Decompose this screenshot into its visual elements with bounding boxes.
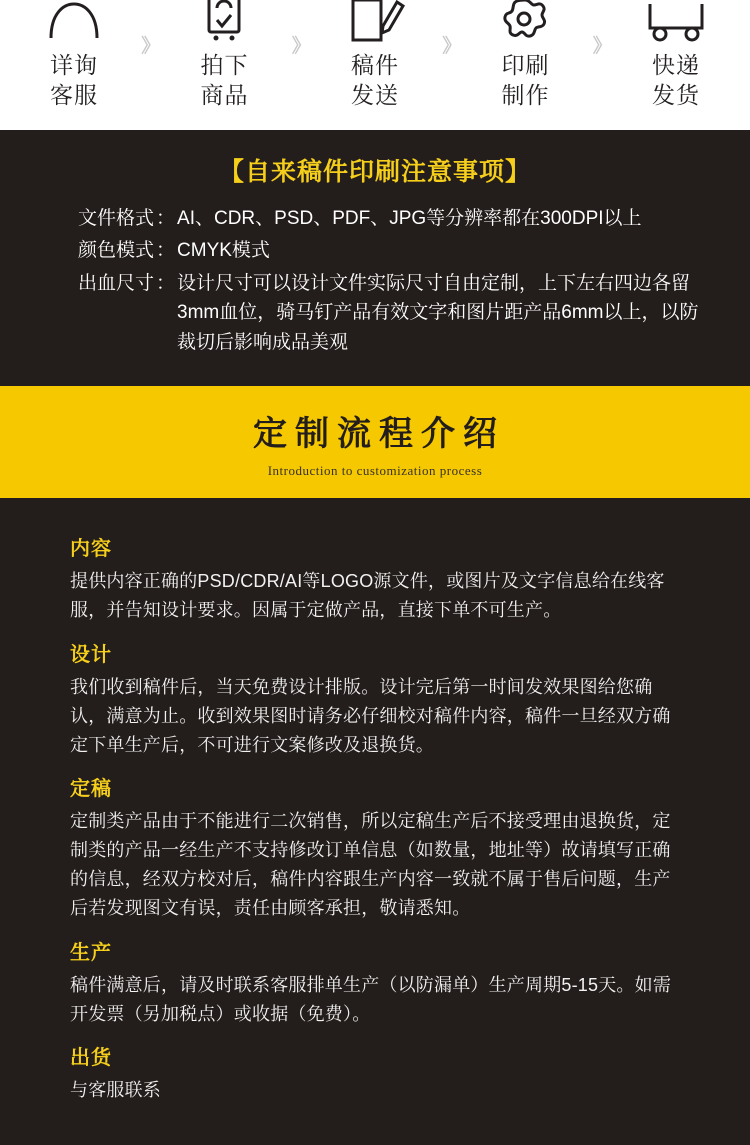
- notice-row-separator: ：: [156, 208, 176, 229]
- notice-row-value: 设计尺寸可以设计文件实际尺寸自由定制，上下左右四边各留3mm血位，骑马钉产品有效文字和图片距产品6mm以上，以防裁切后影响成品美观: [177, 272, 699, 353]
- step-arrow-3: 》: [442, 35, 459, 57]
- notice-row: [78, 204, 710, 233]
- notice-row-separator: ：: [156, 272, 176, 294]
- customization-process-banner: [0, 386, 750, 498]
- step-item-4: [469, 0, 581, 111]
- step-item-5: [620, 0, 732, 111]
- pen-document-icon: [345, 0, 405, 42]
- step-label-line2: 发货: [651, 82, 700, 109]
- step-arrow-1: 》: [141, 35, 158, 57]
- section-heading-finalize: 定稿: [70, 777, 112, 800]
- headset-icon: [44, 0, 104, 42]
- step-label-line2: 商品: [200, 82, 249, 109]
- step-label-3: [351, 50, 399, 111]
- notice-row-key: 文件格式: [78, 208, 155, 229]
- section-heading-production: 生产: [70, 941, 112, 964]
- step-label-line2: 制作: [501, 82, 550, 109]
- step-label-2: [200, 50, 248, 111]
- step-label-5: [652, 50, 700, 111]
- step-label-4: [501, 50, 549, 111]
- notice-row: [78, 269, 710, 357]
- notice-row-separator: ：: [156, 240, 176, 262]
- step-arrow-4: 》: [592, 35, 609, 57]
- process-details-section: [0, 498, 750, 1145]
- step-item-2: [168, 0, 280, 111]
- step-arrow-2: 》: [291, 35, 308, 57]
- step-label-line1: 拍下: [200, 52, 249, 78]
- section-heading-shipping: 出货: [70, 1046, 112, 1069]
- step-label-line1: 详询: [50, 52, 98, 78]
- step-label-line2: 客服: [50, 82, 98, 109]
- section-heading-content: 内容: [70, 538, 112, 561]
- section-heading-design: 设计: [70, 643, 112, 666]
- section-body-content: 提供内容正确的PSD/CDR/AI等LOGO源文件，或图片及文字信息给在线客服，并告知设计要求。因属于定做产品，直接下单不可生产。: [70, 571, 665, 621]
- notice-row-key: 出血尺寸: [78, 272, 155, 294]
- step-label-1: [50, 50, 98, 111]
- notice-title: 【自来稿件印刷注意事项】: [218, 158, 531, 186]
- shopping-cart-icon: [194, 0, 254, 42]
- step-item-1: [18, 0, 130, 111]
- section-body-finalize: 定制类产品由于不能进行二次销售，所以定稿生产后不接受理由退换货，定制类的产品一经生产不支持修改订单信息（如数量，地址等）故请填写正确的信息，经双方校对后，稿件内容跟生产内容一致就不属于售后问题，生产后若发现图文有误，责任由顾客承担，敬请悉知。: [70, 810, 671, 919]
- banner-subtitle: Introduction to customization process: [267, 462, 483, 478]
- step-label-line2: 发送: [350, 82, 399, 109]
- notice-row-value: CMYK模式: [177, 240, 270, 262]
- notice-row: [78, 236, 710, 265]
- section-body-design: 我们收到稿件后，当天免费设计排版。设计完后第一时间发效果图给您确认，满意为止。收到效果图时请务必仔细校对稿件内容，稿件一旦经双方确定下单生产后，不可进行文案修改及退换货。: [70, 676, 671, 755]
- step-label-line1: 稿件: [350, 52, 399, 78]
- section-body-production: 稿件满意后，请及时联系客服排单生产（以防漏单）生产周期5-15天。如需开发票（另加税点）或收据（免费）。: [70, 974, 672, 1024]
- notice-row-value: AI、CDR、PSD、PDF、JPG等分辨率都在300DPI以上: [177, 208, 642, 229]
- step-label-line1: 快递: [651, 52, 700, 78]
- section-body-shipping: 与客服联系: [70, 1079, 161, 1100]
- gear-icon: [495, 0, 555, 42]
- step-item-3: [319, 0, 431, 111]
- notice-row-key: 颜色模式: [78, 240, 155, 262]
- notice-section: [0, 130, 750, 386]
- process-steps-band: [0, 0, 750, 130]
- banner-title: 定制流程介绍: [253, 414, 505, 453]
- step-label-line1: 印刷: [501, 52, 550, 78]
- delivery-cart-icon: [646, 0, 706, 42]
- notice-rows: [0, 204, 750, 357]
